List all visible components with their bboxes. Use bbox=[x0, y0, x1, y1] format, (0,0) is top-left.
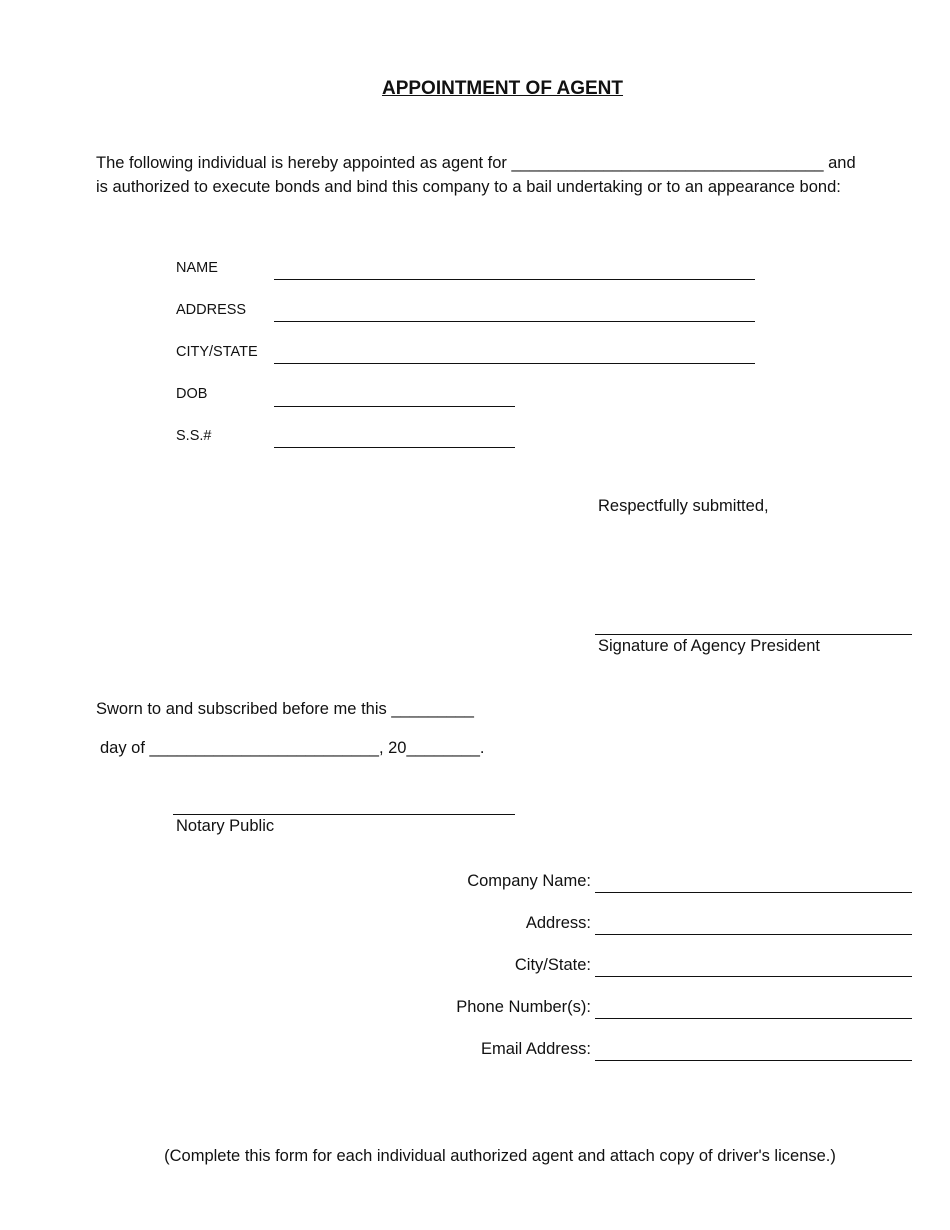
agent-city-state-line[interactable] bbox=[274, 363, 755, 364]
sworn-line-1: Sworn to and subscribed before me this _________ bbox=[96, 700, 474, 718]
company-phone-line[interactable] bbox=[595, 1018, 912, 1019]
page-title: APPOINTMENT OF AGENT bbox=[381, 78, 624, 99]
company-name-label: Company Name: bbox=[467, 872, 591, 890]
agent-dob-line[interactable] bbox=[274, 406, 515, 407]
notary-label: Notary Public bbox=[176, 817, 275, 835]
company-name-line[interactable] bbox=[595, 892, 912, 893]
agent-city-state-label: CITY/STATE bbox=[176, 344, 258, 360]
agent-ss-label: S.S.# bbox=[176, 428, 212, 444]
footer-note: (Complete this form for each individual authorized agent and attach copy of driver's license.) bbox=[164, 1147, 836, 1165]
signature-label: Signature of Agency President bbox=[598, 637, 820, 655]
notary-signature-line[interactable] bbox=[173, 814, 515, 815]
signature-line[interactable] bbox=[595, 634, 912, 635]
company-email-label: Email Address: bbox=[480, 1040, 591, 1058]
company-city-state-line[interactable] bbox=[595, 976, 912, 977]
agent-ss-line[interactable] bbox=[274, 447, 515, 448]
company-address-label: Address: bbox=[525, 914, 591, 932]
company-email-line[interactable] bbox=[595, 1060, 912, 1061]
sworn-line-2: day of _________________________, 20________. bbox=[100, 739, 485, 757]
agent-dob-label: DOB bbox=[176, 386, 208, 402]
intro-paragraph: The following individual is hereby appointed as agent for __________________________________ and is authorized to execute bonds and bind this company to a bail undertaking or to an appearance bond: bbox=[96, 154, 856, 196]
agent-name-line[interactable] bbox=[274, 279, 755, 280]
agent-address-label: ADDRESS bbox=[176, 302, 247, 318]
closing-text: Respectfully submitted, bbox=[598, 497, 769, 515]
agent-address-line[interactable] bbox=[274, 321, 755, 322]
company-phone-label: Phone Number(s): bbox=[456, 998, 591, 1016]
company-address-line[interactable] bbox=[595, 934, 912, 935]
company-city-state-label: City/State: bbox=[514, 956, 591, 974]
agent-name-label: NAME bbox=[176, 260, 218, 276]
